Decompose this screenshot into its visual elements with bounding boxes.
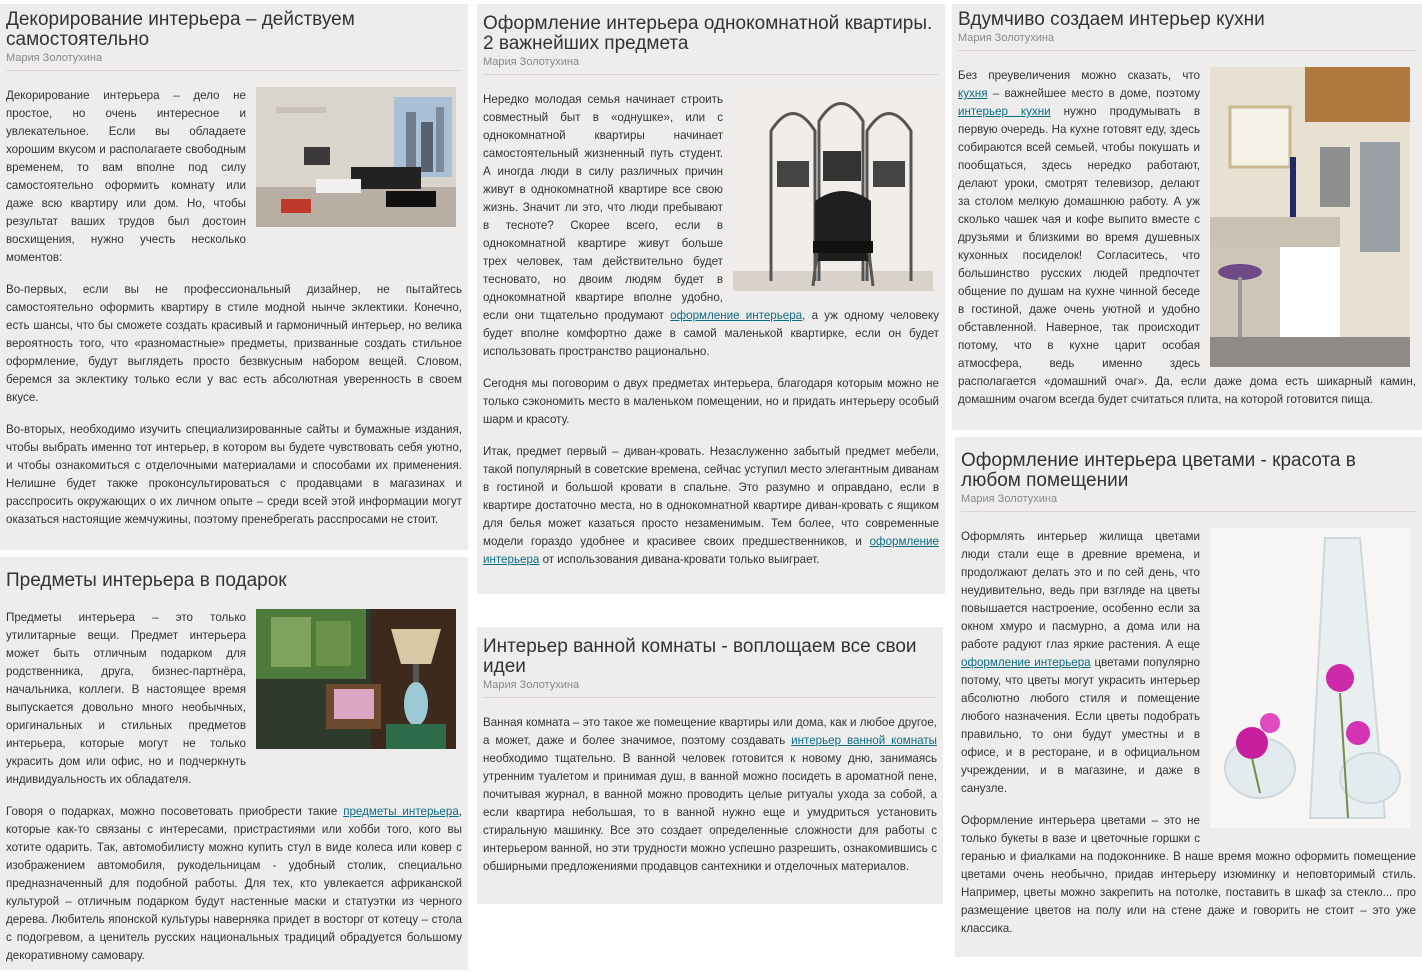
article-card-decorating [0,4,468,550]
article-paragraph: Ванная комната – это такое же помещение квартиры или дома, как и любое другое, а может, даже и более значимое, поэтому создавать интерьер ванной комнаты необходимо тщательно. В ванной человек готовится к новому дню, занимаясь утренним туалетом и принимая душ, в ванной можно посидеть в ароматной пене, почитывая журнал, в ванной можно проводить целые ритуалы ухода за собой, а если квартира небольшая, то в ванной нужно еще и умудриться установить стиральную машинку. Все это создает определенные сложности для работы с интерьером ванной, но эти трудности можно успешно разрешить, ознакомившись с обширными предложениями продавцов сантехники и отделочных материалов. [483,716,937,873]
article-paragraph: Нередко молодая семья начинает строить совместный быт в «однушке», или с однокомнатной квартиры начинает самостоятельный жизненный путь студент. А иногда люди в силу различных причин живут в однокомнатной квартире все свою жизнь. Значит ли это, что люди пребывают в тесноте? Скорее всего, если в однокомнатной квартире живут больше трех человек, там действительно будет тесновато, но двоим людям будет в однокомнатной квартире вполне удобно, если они тщательно продумают оформление интерьера, а уж одному человеку будет вполне комфортно даже в самой маленькой квартирке, если он будет использовать пространство рационально. [483,93,939,358]
article-card-gifts [0,557,468,970]
living-room-photo [256,87,456,227]
article-paragraph: Итак, предмет первый – диван-кровать. Незаслуженно забытый предмет мебели, такой популярный в советские времена, сейчас уступил место элегантным диванам в гостиной и большой кровати в спальне. Это разумно и оправдано, если в квартире достаточно места, но в однокомнатной квартире диван-кровать с ящиком для белья может казаться просто незаменимым. Тем более, что современные модели гораздо удобнее и красивее своих предшественников, и оформление интерьера от использования дивана-кровати только выиграет. [483,445,939,566]
article-card-kitchen [952,4,1422,430]
article-paragraph: Говоря о подарках, можно посоветовать приобрести такие предметы интерьера, которые как-то связаны с интересами, пристрастиями или хобби того, кого вы хотите одарить. Так, автомобилисту можно купить стул в виде колеса или ковер с изображением автомобиля, рукодельницам - удобный столик, специально предназначенный для подобной работы. Для тех, кто увлекается африканской культурой – отличным подарком будут настенные маски и статуэтки из черного дерева. Любитель японской культуры наверняка придет в восторг от котецу – стола с подогревом, а ценитель русских национальных традиций обрадуется большому декоративному самовару. [6,805,463,962]
article-author: Мария Золотухина [6,52,462,71]
article-title[interactable]: Оформление интерьера цветами - красота в любом помещении [961,450,1356,491]
interior-design-link[interactable]: оформление интерьера [483,535,939,566]
article-paragraph: Без преувеличения можно сказать, что кухня – важнейшее место в доме, поэтому интерьер кухни нужно продумывать в первую очередь. На кухне готовят еду, здесь собираются всей семьей, чтобы покушать и пообщаться, здесь нередко работают, делают уроки, смотрят телевизор, делают за столом мелкую домашнюю работу. А уж сколько чашек чая и кофе выпито вместе с друзьями и близкими во время душевных кухонных посиделок! Согласитесь, что большинство русских людей предпочтет общение по душам на кухне чинной беседе в гостиной, даже очень уютной и удобно обставленной. Наверное, так происходит потому, что в кухне царит особая атмосфера, ведь именно здесь располагается «домашний очаг». Да, если даже дома есть шикарный камин, домашним очагом всегда будет считаться плита, на которой готовится пища. [958,69,1416,406]
article-paragraph: Во-вторых, необходимо изучить специализированные сайты и бумажные издания, чтобы выбрать именно тот интерьер, в котором вы будете чувствовать себя уютно, и чтобы ознакомиться с отделочными материалами и способами их применения. Нелишне будет также проконсультироваться с продавцами в магазинах и расспросить окружающих о их личном опыте – среди всей этой информации могут оказаться настоящие жемчужины, поэтому пренебрегать расспросами не стоит. [6,423,462,526]
article-title[interactable]: Интерьер ванной комнаты - воплощаем все свои идеи [483,636,917,677]
article-paragraph: Оформлять интерьер жилища цветами люди стали еще в древние времена, и продолжают делать это и по сей день, что неудивительно, ведь при взгляде на цветы повышается настроение, особенно если за окном хмуро и пасмурно, а дома или на работе радуют глаз яркие растения. А еще оформление интерьера цветами популярно потому, что цветы могут украсить интерьер абсолютно любого стиля и помещение любого назначения. Если цветы подобрать правильно, то они будут уместны и в офисе, и в ресторане, и в официальном учреждении, и в магазине, и даже в санузле. [961,530,1201,795]
article-paragraph: Оформление интерьера цветами – это не только букеты в вазе и цветочные горшки с геранью и фиалками на подоконнике. В наше время можно оформить помещение цветами очень необычно, придав интерьеру изюминку и неповторимый стиль. Например, цветы можно закрепить на потолке, поставить в шкаф за стекло... про размещение цветов на полу или на стене даже и говорить не стоит – это уже классика. [961,814,1416,935]
gift-items-link[interactable]: предметы интерьера [343,805,459,818]
article-paragraph: Декорирование интерьера – дело не простое, но очень интересное и увлекательное. Если вы обладаете хорошим вкусом и располагаете свободным временем, то вам вполне под силу самостоятельно оформить комнату или даже всю квартиру или дом. Но, чтобы результат ваших трудов был достоин восхищения, нужно учесть несколько моментов: [6,89,246,264]
article-title[interactable]: Вдумчиво создаем интерьер кухни [958,9,1265,30]
interior-design-link[interactable]: оформление интерьера [670,309,803,322]
screen-chair-photo [733,91,933,291]
article-title[interactable]: Предметы интерьера в подарок [6,570,287,591]
article-paragraph: Предметы интерьера – это только утилитарные вещи. Предмет интерьера может быть отличным подарком для родственника, друга, бизнес-партнёра, начальника, коллеги. В настоящее время выпускается довольно много необычных, оригинальных и стильных предметов интерьера, которые могут не только украсить дом или офис, но и подчеркнуть индивидуальность их обладателя. [6,611,246,786]
bathroom-interior-link[interactable]: интерьер ванной комнаты [791,734,937,747]
article-title[interactable]: Декорирование интерьера – действуем самостоятельно [6,9,355,50]
article-card-flowers [955,437,1422,957]
article-paragraph: Сегодня мы поговорим о двух предметах интерьера, благодаря которым можно не только сэкономить место в маленьком помещении, но и придать интерьеру особый шарм и красоту. [483,377,939,426]
article-card-bathroom [477,627,943,904]
kitchen-photo [1210,67,1410,367]
kitchen-interior-link[interactable]: интерьер кухни [958,105,1051,118]
article-author: Мария Золотухина [958,32,1416,51]
article-author: Мария Золотухина [483,56,939,75]
article-author: Мария Золотухина [483,679,937,698]
article-title[interactable]: Оформление интерьера однокомнатной квартиры. 2 важнейших предмета [483,13,933,54]
kitchen-link[interactable]: кухня [958,87,988,100]
article-card-one-room [477,4,945,594]
lamp-chair-photo [256,609,456,749]
orchid-vases-photo [1210,528,1410,828]
article-paragraph: Во-первых, если вы не профессиональный дизайнер, не пытайтесь самостоятельно оформить квартиру в стиле модной нынче эклектики. Конечно, есть шансы, что бы сможете создать красивый и гармоничный интерьер, но велика вероятность того, что «разномастные» предметы, призванные создать стильное оформление, будут выглядеть просто безвкусным набором вещей. Словом, беремся за эклектику только если у вас есть абсолютная уверенность в своем вкусе. [6,283,462,404]
article-author: Мария Золотухина [961,493,1416,512]
interior-design-link[interactable]: оформление интерьера [961,656,1091,669]
